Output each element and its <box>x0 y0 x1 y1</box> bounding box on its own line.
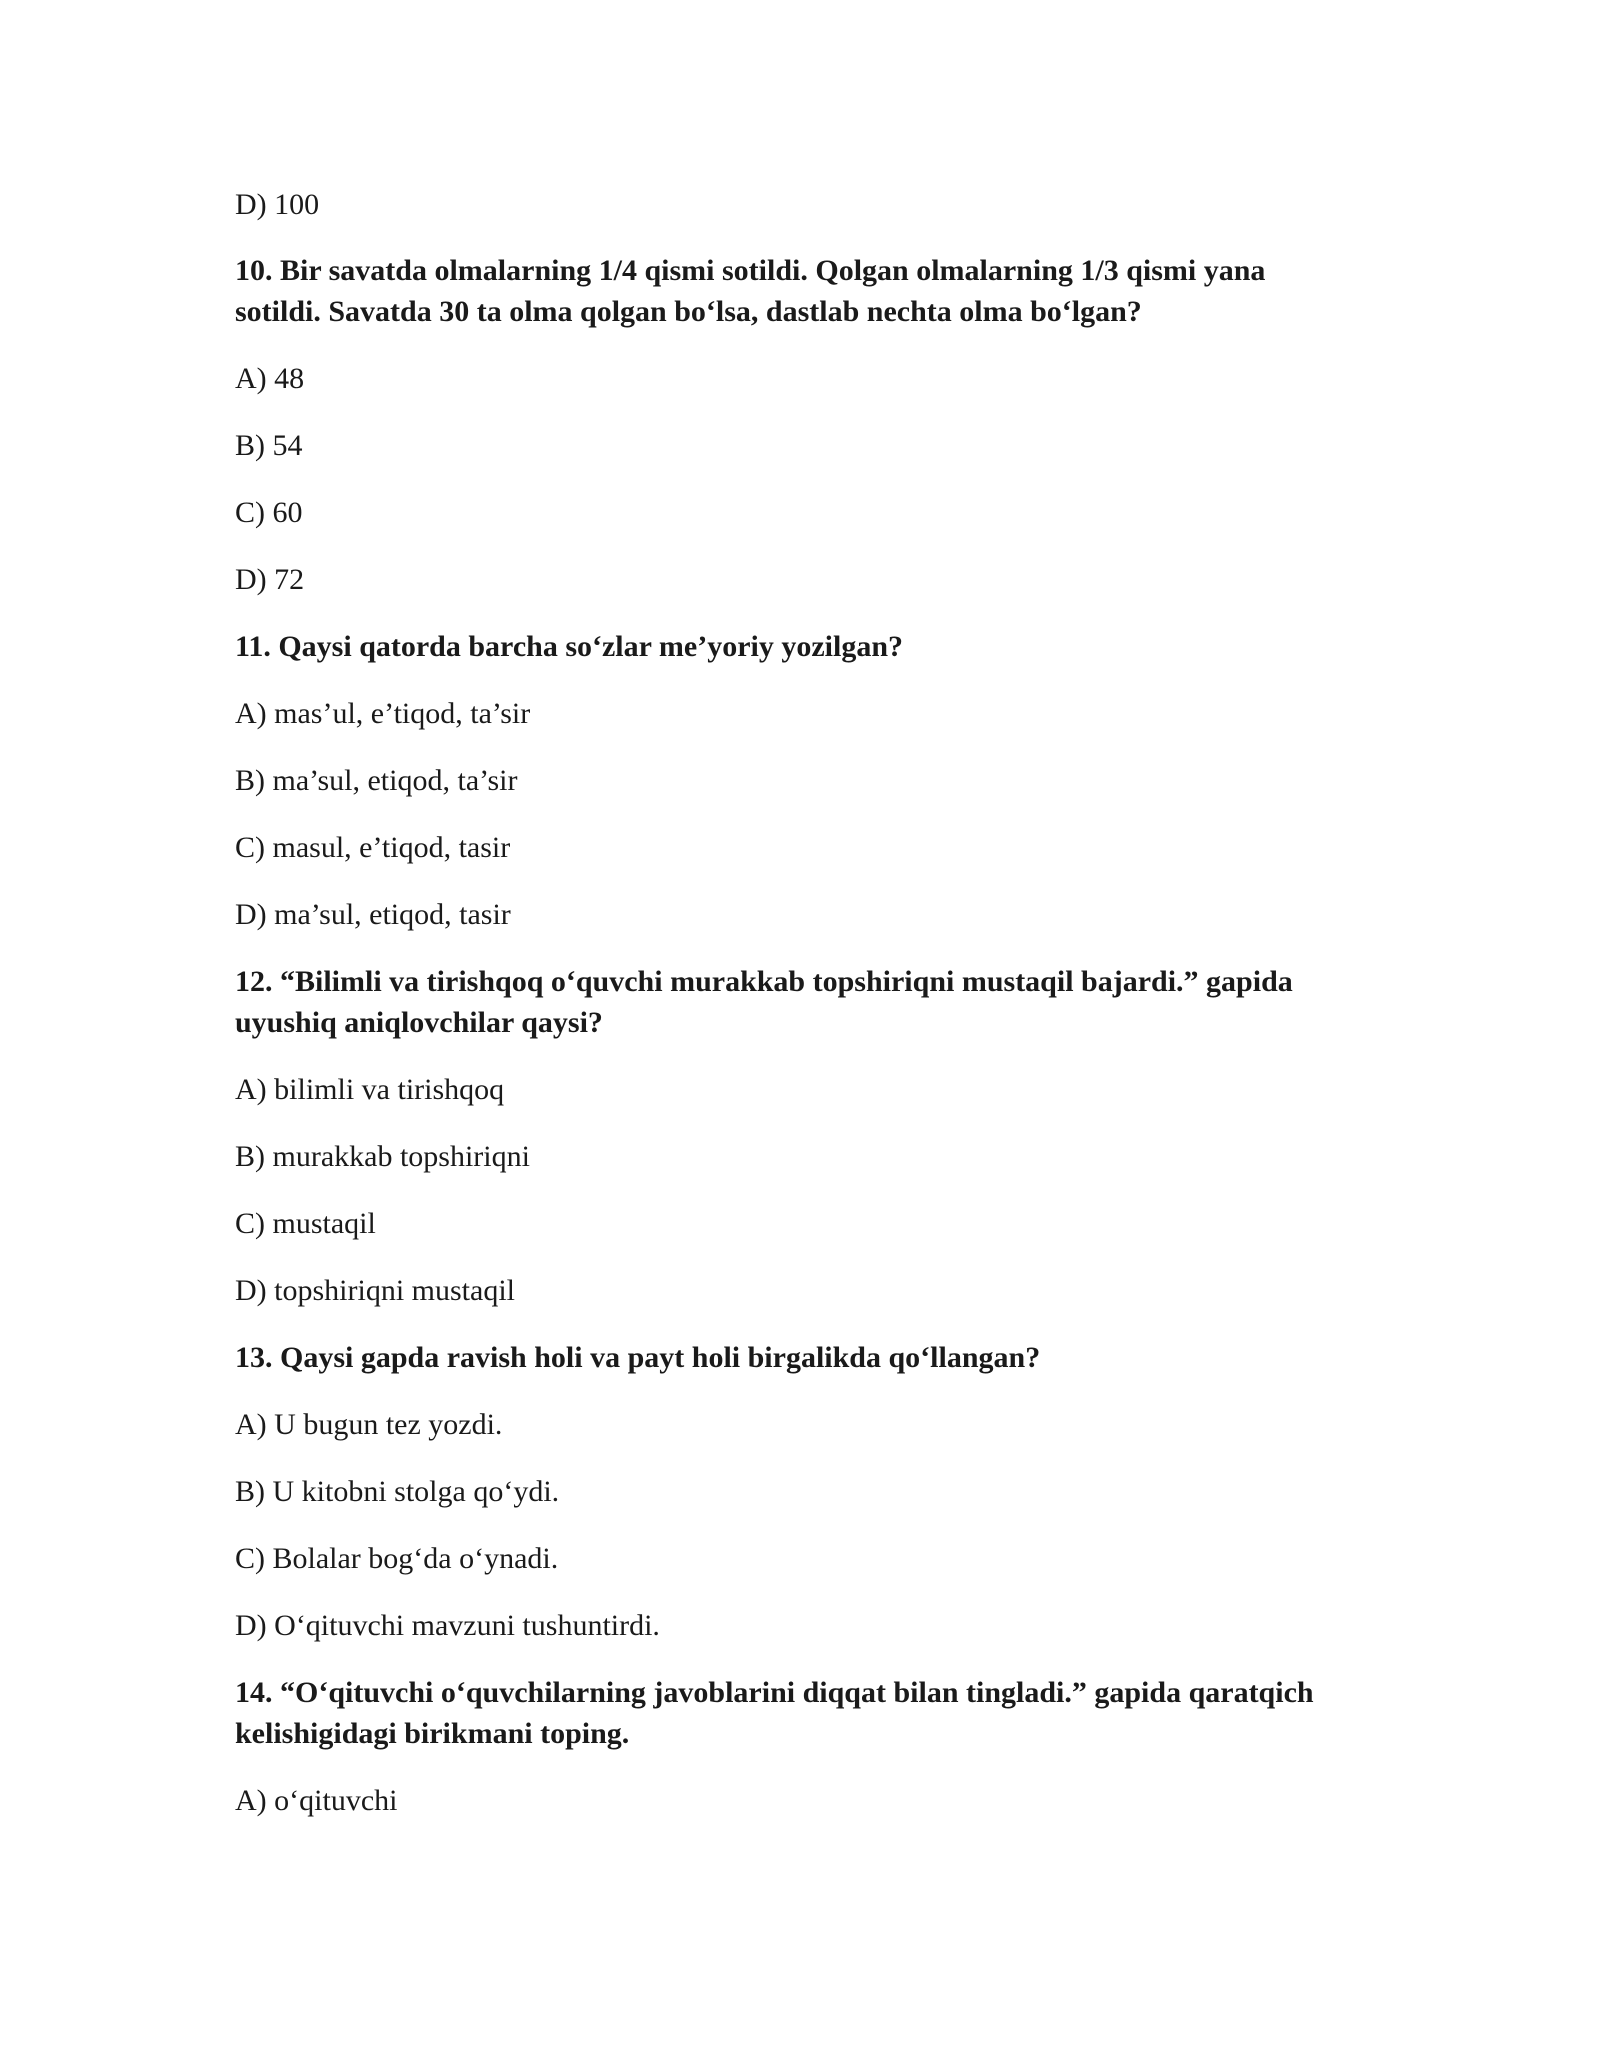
option-10-d: D) 72 <box>235 563 305 596</box>
question-10-line-2: sotildi. Savatda 30 ta olma qolgan bo‘lsa, dastlab nechta olma bo‘lgan? <box>235 295 1142 328</box>
question-14-line-1: 14. “O‘qituvchi o‘quvchilarning javoblarini diqqat bilan tingladi.” gapida qaratqich <box>235 1676 1314 1709</box>
option-13-b: B) U kitobni stolga qo‘ydi. <box>235 1475 560 1508</box>
option-12-b: B) murakkab topshiriqni <box>235 1140 530 1173</box>
option-10-c: C) 60 <box>235 496 303 529</box>
option-11-b: B) ma’sul, etiqod, ta’sir <box>235 764 518 797</box>
option-14-a: A) o‘qituvchi <box>235 1784 398 1817</box>
question-12-line-2: uyushiq aniqlovchilar qaysi? <box>235 1006 603 1039</box>
option-13-d: D) O‘qituvchi mavzuni tushuntirdi. <box>235 1609 660 1642</box>
option-11-c: C) masul, e’tiqod, tasir <box>235 831 511 864</box>
option-12-d: D) topshiriqni mustaqil <box>235 1274 515 1307</box>
option-12-c: C) mustaqil <box>235 1207 376 1240</box>
option-13-a: A) U bugun tez yozdi. <box>235 1408 503 1441</box>
option-11-d: D) ma’sul, etiqod, tasir <box>235 898 511 931</box>
question-14-line-2: kelishigidagi birikmani toping. <box>235 1717 630 1750</box>
question-12-line-1: 12. “Bilimli va tirishqoq o‘quvchi murakkab topshiriqni mustaqil bajardi.” gapida <box>235 965 1293 998</box>
option-12-a: A) bilimli va tirishqoq <box>235 1073 505 1106</box>
question-13: 13. Qaysi gapda ravish holi va payt holi birgalikda qo‘llangan? <box>235 1341 1041 1374</box>
option-9-d: D) 100 <box>235 188 320 221</box>
option-11-a: A) mas’ul, e’tiqod, ta’sir <box>235 697 531 730</box>
question-10-line-1: 10. Bir savatda olmalarning 1/4 qismi sotildi. Qolgan olmalarning 1/3 qismi yana <box>235 254 1266 287</box>
option-13-c: C) Bolalar bog‘da o‘ynadi. <box>235 1542 559 1575</box>
option-10-b: B) 54 <box>235 429 303 462</box>
option-10-a: A) 48 <box>235 362 305 395</box>
question-11: 11. Qaysi qatorda barcha so‘zlar me’yoriy yozilgan? <box>235 630 904 663</box>
